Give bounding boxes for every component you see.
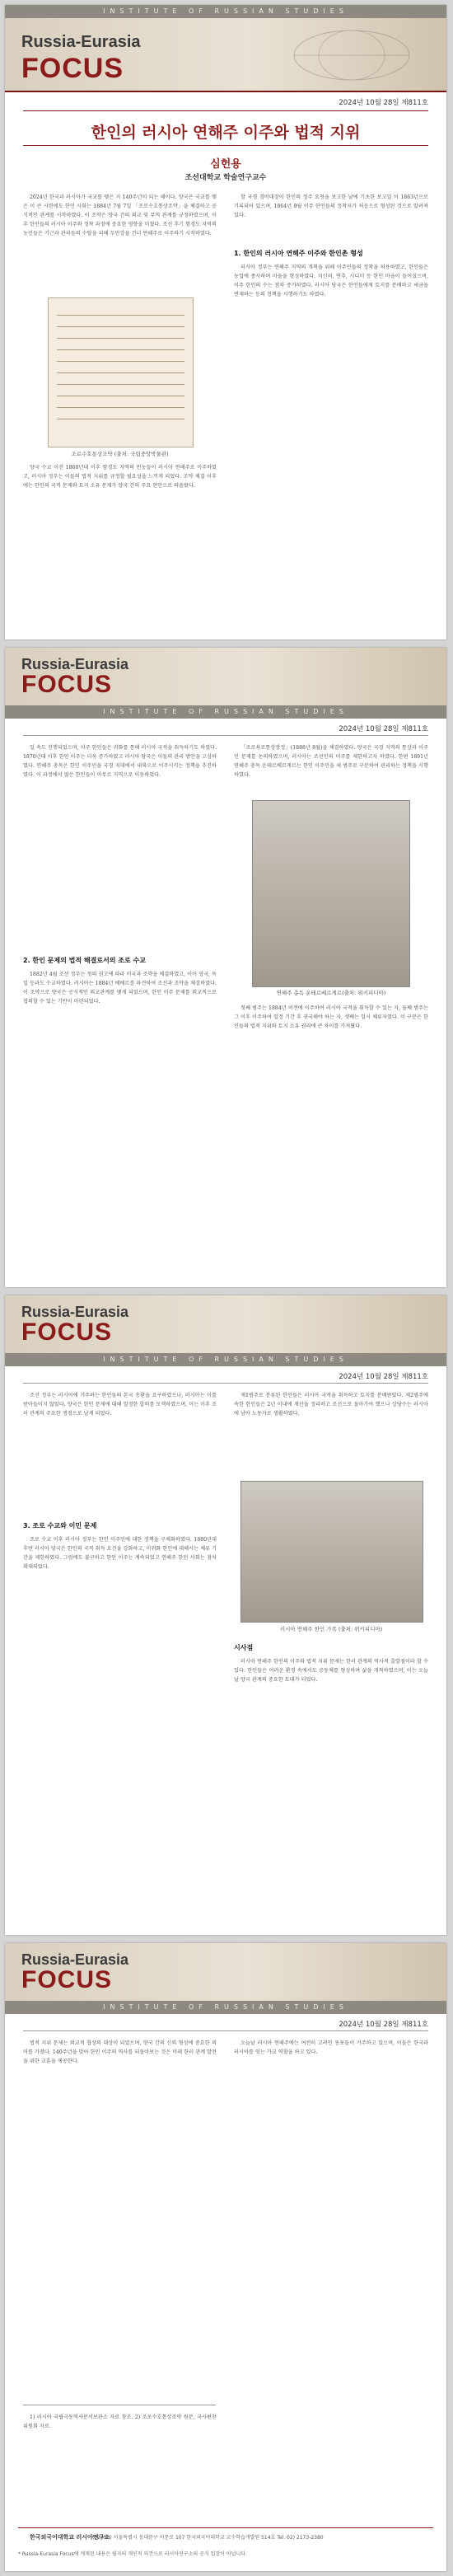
footnote-text: 1) 러시아 국립극동역사문서보관소 자료 참조. 2) 조로수호통상조약 원문, 국사편찬위원회 자료. xyxy=(23,2414,217,2429)
page-2 xyxy=(5,648,446,1287)
masthead xyxy=(5,648,446,707)
paragraph: 러시아 연해주 한인의 이주와 법적 지위 문제는 한러 관계의 역사적 출발점이라 할 수 있다. 한인들은 어려운 환경 속에서도 공동체를 형성하며 삶을 개척하였으며, 이는 오늘날 양국 관계의 중요한 토대가 되었다. xyxy=(234,1659,428,1683)
issue-info: 2024년 10월 28일 제811호 xyxy=(339,725,428,733)
article-title: 한인의 러시아 연해주 이주와 법적 지위 xyxy=(91,124,361,142)
paragraph: 조로 수교 이후 러시아 정부는 한인 이주민에 대한 정책을 구체화하였다. 1880년대 후반 러시아 당국은 한인의 국적 취득 요건을 강화하고, 미귀화 한인에 대해서는 체류 기간을 제한하였다. 그럼에도 불구하고 한인 이주는 계속되었고 연해주 한인 사회는 점차 확대되었다. xyxy=(23,1537,217,1570)
paragraph: 조선 정부는 러시아에 거주하는 한인들의 본국 송환을 요구하였으나, 러시아는 이를 받아들이지 않았다. 양국은 한인 문제에 대해 일정한 합의를 모색하였으며, 이는 이후 조러 관계의 주요한 쟁점으로 남게 되었다. xyxy=(23,1393,217,1417)
divider xyxy=(23,2030,428,2031)
image-caption: 러시아 연해주 한인 가족 (출처: 위키피디아) xyxy=(279,1626,383,1632)
masthead-title-line2: FOCUS xyxy=(21,1966,112,1993)
paragraph: 양국 수교 이전 1860년대 이후 함경도 지역의 빈농들이 러시아 연해주로 이주하였고, 러시아 정부는 이들의 법적 지위를 규정할 필요성을 느끼게 되었다. 조약 체결 이후에는 한인의 국적 문제와 토지 소유 문제가 양국 간의 주요 현안으로 떠올랐다. xyxy=(23,465,217,489)
divider xyxy=(23,110,428,111)
governor-portrait-photo xyxy=(252,800,410,987)
image-caption: 연해주 총독 운테르베르게르(출처: 위키피디아) xyxy=(276,990,386,996)
section-heading: 3. 조로 수교와 이민 문제 xyxy=(23,1522,97,1529)
masthead-title-line1: Russia-Eurasia xyxy=(21,1951,129,1968)
paragraph: 법적 지위 문제는 외교적 협상의 대상이 되었으며, 양국 간의 신뢰 형성에 중요한 의미를 가졌다. 140주년을 맞아 한인 이주의 역사를 되돌아보는 것은 미래 한러 관계 발전을 위한 교훈을 제공한다. xyxy=(23,2040,217,2064)
column-left-top xyxy=(23,1391,217,1515)
paragraph: 2024년 한국과 러시아가 국교를 맺은 지 140주년이 되는 해이다. 양국은 국교를 맺은 이 큰 시련에도 한인 사회는 1884년 7월 7일 「조로수호통상조약」을 체결하고 공식적인 관계를 시작하였다. 이 조약은 양국 간의 외교 및 무역 관계를 규정하였으며, 이후 한인들의 러시아 이주와 정착 과정에 중요한 영향을 미쳤다. 조선 후기 함경도 지역의 농민들은 기근과 관리들의 수탈을 피해 두만강을 건너 연해주로 이주하기 시작하였다. xyxy=(23,194,217,237)
column-left-bottom xyxy=(23,953,217,1249)
paragraph: 1882년 4월 조선 정부는 청의 권고에 따라 미국과 조약을 체결하였고, 이어 영국, 독일 등과도 수교하였다. 러시아는 1884년 베베르를 파견하여 조선과 조약을 체결하였다. 이 조약으로 양국은 공식적인 외교관계를 맺게 되었으며, 한인 이주 문제를 외교적으로 협의할 수 있는 기반이 마련되었다. xyxy=(23,972,217,1005)
column-right-top xyxy=(234,193,428,242)
issue-info: 2024년 10월 28일 제811호 xyxy=(339,2021,428,2029)
column-left-top xyxy=(23,743,217,949)
paragraph: 첫째 범주는 1884년 이전에 이주하여 러시아 국적을 취득할 수 있는 자, 둘째 범주는 그 이후 이주하여 일정 기간 후 귀국해야 하는 자, 셋째는 일시 체류자였다. 이 구분은 한인들의 법적 지위와 토지 소유 권리에 큰 차이를 가져왔다. xyxy=(234,1005,428,1029)
masthead-strip: INSTITUTE OF RUSSIAN STUDIES xyxy=(5,705,446,719)
footer xyxy=(18,2527,433,2561)
author-affiliation: 조선대학교 학술연구교수 xyxy=(184,174,267,182)
divider xyxy=(23,735,428,736)
masthead xyxy=(5,1295,446,1355)
footer-address: (02450) 서울특별시 동대문구 이문로 107 한국외국어대학교 교수학습개발원 514호 Tel. 02) 2173-2380 xyxy=(92,2535,324,2541)
paragraph: 일 속도 진행되었으며, 이주 한인들은 귀화를 통해 러시아 국적을 취득하기도 하였다. 1870년대 이후 한인 이주는 더욱 증가하였고 러시아 당국은 이들의 관리 방안을 고심하였다. 연해주 총독은 한인 이주민을 국경 지대에서 내륙으로 이주시키는 정책을 추진하였다. 이 과정에서 많은 한인들이 아무르 지역으로 이동하였다. xyxy=(23,745,217,778)
section-heading: 시사점 xyxy=(234,1644,254,1651)
column-right xyxy=(234,2039,428,2368)
divider xyxy=(23,1383,428,1384)
masthead-strip: INSTITUTE OF RUSSIAN STUDIES xyxy=(5,1353,446,1366)
issue-info: 2024년 10월 28일 제811호 xyxy=(339,1373,428,1381)
masthead-title-line2: FOCUS xyxy=(21,671,112,698)
issue-info: 2024년 10월 28일 제811호 xyxy=(339,99,428,107)
masthead-title-line1: Russia-Eurasia xyxy=(21,1304,129,1320)
masthead-title-line2: FOCUS xyxy=(21,1318,112,1346)
column-right-bottom xyxy=(234,1004,428,1251)
masthead-strip: INSTITUTE OF RUSSIAN STUDIES xyxy=(5,2001,446,2014)
paragraph: 「조로육로통상장정」(1888년 8월)을 체결하였다. 양국은 국경 지역의 통상과 이주민 문제를 논의하였으며, 러시아는 조선인의 이주를 제한하고자 하였다. 한편 1891년 연해주 총독 운테르베르게르는 한인 이주민을 세 범주로 구분하여 관리하는 정책을 시행하였다. xyxy=(234,745,428,778)
section-heading: 2. 한인 문제의 법적 해결로서의 조로 수교 xyxy=(23,957,146,964)
footer-disclaimer: * Russia-Eurasia Focus에 게재된 내용은 필자의 개인적 의견으로 러시아연구소의 공식 입장이 아닙니다. xyxy=(18,2551,247,2557)
section-heading: 1. 한인의 러시아 연해주 이주와 한인촌 형성 xyxy=(234,250,363,257)
page-1 xyxy=(5,5,446,639)
divider xyxy=(23,145,428,146)
masthead xyxy=(5,1943,446,2002)
page-3 xyxy=(5,1295,446,1935)
paragraph: 제1범주로 분류된 한인들은 러시아 국적을 취득하고 토지를 분배받았다. 제2범주에 속한 한인들은 2년 이내에 재산을 정리하고 조선으로 돌아가야 했으나 상당수는 러시아에 남아 노동자로 생활하였다. xyxy=(234,1393,428,1417)
image-caption: 조로수호통상조약 (출처: 국립중앙박물관) xyxy=(71,451,169,457)
paragraph: 러시아 정부는 연해주 지역의 개척을 위해 이주민들의 정착을 허용하였고, 한인들은 농업에 종사하며 마을을 형성하였다. 지신허, 연추, 시디미 등 한인 마을이 들어섰으며, 이주 한인의 수는 점차 증가하였다. 러시아 당국은 한인들에게 토지를 분배하고 세금을 면제하는 등의 정책을 시행하기도 하였다. xyxy=(234,265,428,297)
column-left-bottom xyxy=(23,1518,217,1897)
treaty-document-image xyxy=(48,297,194,447)
column-left-top xyxy=(23,193,217,292)
footnotes xyxy=(23,2413,217,2512)
globe-icon xyxy=(290,26,413,84)
masthead-title-line2: FOCUS xyxy=(21,53,124,84)
masthead-strip: INSTITUTE OF RUSSIAN STUDIES xyxy=(5,5,446,18)
column-right-bottom xyxy=(234,1640,428,1904)
column-right-top xyxy=(234,1391,428,1473)
author-name: 심헌용 xyxy=(210,158,241,171)
column-right-top xyxy=(234,743,428,793)
paragraph: 오늘날 러시아 연해주에는 여전히 고려인 동포들이 거주하고 있으며, 이들은 한국과 러시아를 잇는 가교 역할을 하고 있다. xyxy=(234,2040,428,2055)
column-left xyxy=(23,2039,217,2368)
masthead xyxy=(5,18,446,92)
column-left-bottom xyxy=(23,463,217,587)
paragraph: 할 국경 경비대장이 한인의 정주 요청을 보고한 날에 기초한 보고일 이 1863년으로 기록되어 있으며, 1864년 9월 이주 한인들의 정착지가 처음으로 형성된 것으로 알려져 있다. xyxy=(234,194,428,218)
page-4 xyxy=(5,1943,446,2571)
footer-organization: 한국외국어대학교 러시아연구소 xyxy=(30,2534,110,2541)
column-right-body xyxy=(234,246,428,592)
masthead-title-line1: Russia-Eurasia xyxy=(21,656,129,672)
family-photo xyxy=(241,1481,423,1623)
masthead-title-line1: Russia-Eurasia xyxy=(21,33,141,51)
